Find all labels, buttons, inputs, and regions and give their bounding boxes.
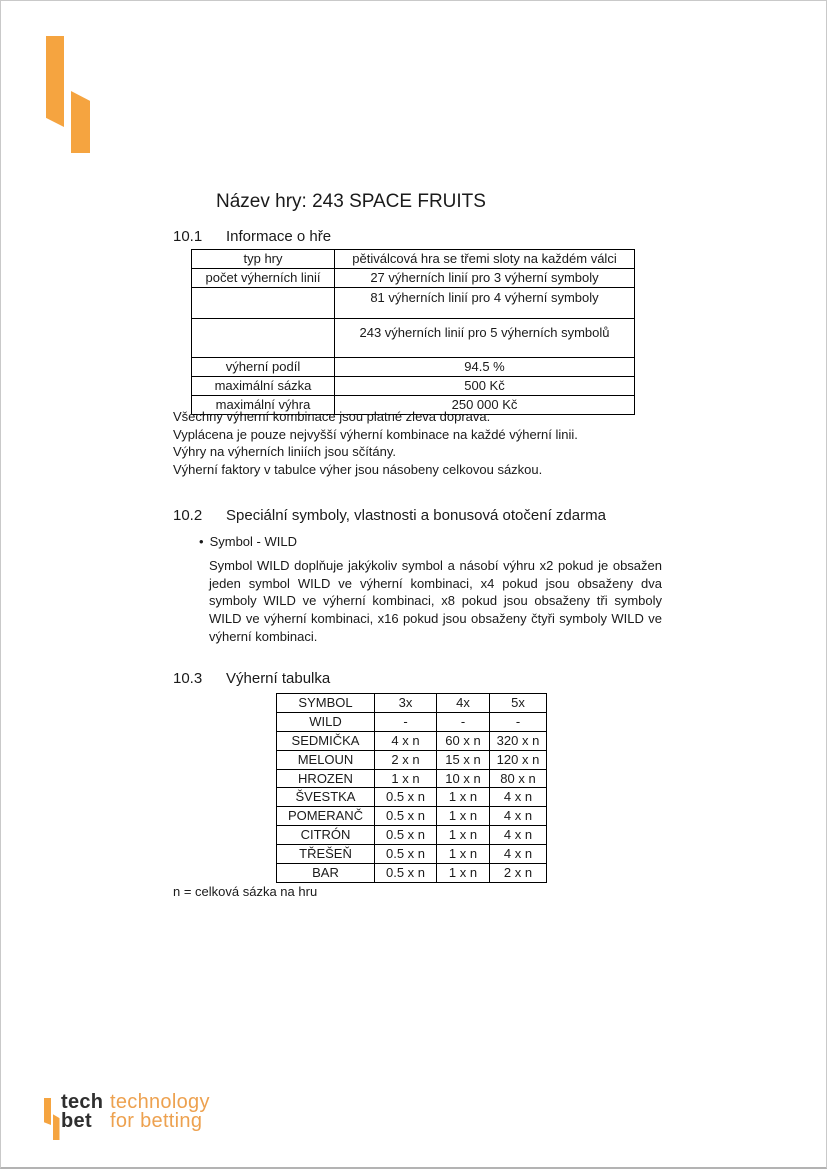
header-cell: 5x xyxy=(490,694,547,713)
info-value-cell: 81 výherních linií pro 4 výherní symboly xyxy=(335,288,635,319)
section-label: Výherní tabulka xyxy=(226,670,331,687)
techbet-footer-logo xyxy=(44,1093,210,1131)
payout-cell: 1 x n xyxy=(437,788,490,807)
info-value-cell: 94.5 % xyxy=(335,358,635,377)
table-row xyxy=(192,288,635,319)
section-heading-10-3 xyxy=(173,669,330,688)
info-value-cell: 243 výherních linií pro 5 výherních symbolů xyxy=(335,319,635,358)
paytable-footnote: n = celková sázka na hru xyxy=(173,884,318,899)
payout-cell: 0.5 x n xyxy=(375,826,437,845)
payout-cell: 4 x n xyxy=(490,845,547,864)
footer-logo-word: tech xyxy=(61,1091,104,1113)
section-number: 10.3 xyxy=(173,670,203,687)
logo-bar-icon xyxy=(71,91,90,153)
payout-cell: 80 x n xyxy=(490,769,547,788)
game-info-table xyxy=(191,249,635,415)
symbol-cell: CITRÓN xyxy=(277,826,375,845)
rule-line: Všechny výherní kombinace jsou platné zleva doprava. xyxy=(173,409,491,424)
info-label-cell: maximální sázka xyxy=(192,377,335,396)
payout-cell: 120 x n xyxy=(490,750,547,769)
info-label-cell xyxy=(192,288,335,319)
logo-bar-icon xyxy=(53,1114,60,1140)
symbol-cell: SEDMIČKA xyxy=(277,731,375,750)
section-heading-10-2 xyxy=(173,506,606,525)
header-cell: 4x xyxy=(437,694,490,713)
header-cell: SYMBOL xyxy=(277,694,375,713)
info-label-cell xyxy=(192,319,335,358)
info-label-cell: počet výherních linií xyxy=(192,269,335,288)
logo-bar-icon xyxy=(44,1098,51,1125)
table-row xyxy=(277,864,547,883)
payout-cell: 4 x n xyxy=(375,731,437,750)
table-row xyxy=(277,712,547,731)
payout-cell: 1 x n xyxy=(437,826,490,845)
payout-cell: 0.5 x n xyxy=(375,864,437,883)
paytable xyxy=(276,693,547,883)
info-label-cell: výherní podíl xyxy=(192,358,335,377)
symbol-cell: MELOUN xyxy=(277,750,375,769)
table-row xyxy=(192,319,635,358)
paytable-header-row xyxy=(277,694,547,713)
rule-line: Vyplácena je pouze nejvyšší výherní kombinace na každé výherní linii. xyxy=(173,426,578,442)
bullet-icon: • xyxy=(199,534,204,549)
section-number: 10.1 xyxy=(173,228,203,245)
symbol-cell: POMERANČ xyxy=(277,807,375,826)
rule-line: Výherní faktory v tabulce výher jsou násobeny celkovou sázkou. xyxy=(173,461,543,477)
payout-cell: 4 x n xyxy=(490,826,547,845)
rule-line: Výhry na výherních liniích jsou sčítány. xyxy=(173,444,397,460)
payout-cell: 2 x n xyxy=(375,750,437,769)
table-row xyxy=(277,750,547,769)
table-row xyxy=(192,377,635,396)
payout-cell: - xyxy=(490,712,547,731)
table-row xyxy=(192,269,635,288)
payout-cell: 15 x n xyxy=(437,750,490,769)
payout-cell: 1 x n xyxy=(437,807,490,826)
symbol-cell: TŘEŠEŇ xyxy=(277,845,375,864)
section-label: Speciální symboly, vlastnosti a bonusová otočení zdarma xyxy=(226,507,606,524)
payout-cell: 2 x n xyxy=(490,864,547,883)
rules-paragraph xyxy=(173,408,578,478)
info-value-cell: 500 Kč xyxy=(335,377,635,396)
payout-cell: 4 x n xyxy=(490,788,547,807)
symbol-cell: WILD xyxy=(277,712,375,731)
symbol-cell: ŠVESTKA xyxy=(277,788,375,807)
info-value-cell: 250 000 Kč xyxy=(335,396,635,415)
techbet-logo-mark xyxy=(46,36,91,154)
page-title: Název hry: 243 SPACE FRUITS xyxy=(216,191,486,212)
table-row xyxy=(192,250,635,269)
table-row xyxy=(277,769,547,788)
payout-cell: 60 x n xyxy=(437,731,490,750)
payout-cell: 1 x n xyxy=(437,845,490,864)
footer-logo-word: technology xyxy=(110,1091,210,1113)
info-value-cell: 27 výherních linií pro 3 výherní symboly xyxy=(335,269,635,288)
section-heading-10-1 xyxy=(173,227,331,246)
logo-bar-icon xyxy=(46,36,64,127)
section-number: 10.2 xyxy=(173,507,203,524)
payout-cell: 0.5 x n xyxy=(375,845,437,864)
bullet-label: Symbol - WILD xyxy=(209,534,297,549)
info-label-cell: maximální výhra xyxy=(192,396,335,415)
table-row xyxy=(277,826,547,845)
table-row xyxy=(192,358,635,377)
techbet-logo-mark-small xyxy=(44,1098,60,1146)
payout-cell: 1 x n xyxy=(437,864,490,883)
wild-description-paragraph: Symbol WILD doplňuje jakýkoliv symbol a násobí výhru x2 pokud je obsažen jeden symbol WILD ve výherní kombinaci, x4 pokud jsou obsaženy dva symboly WILD ve výherní kombinaci, x8 pokud jsou obsaženy tři symboly WILD ve výherní kombinaci, x16 pokud jsou obsaženy čtyři symboly WILD ve výherní kombinaci. xyxy=(209,558,662,644)
section-label: Informace o hře xyxy=(226,228,332,245)
table-row xyxy=(277,845,547,864)
payout-cell: 0.5 x n xyxy=(375,788,437,807)
payout-cell: - xyxy=(375,712,437,731)
footer-logo-word: bet xyxy=(61,1110,92,1132)
table-row xyxy=(277,788,547,807)
header-cell: 3x xyxy=(375,694,437,713)
info-value-cell: pětiválcová hra se třemi sloty na každém válci xyxy=(335,250,635,269)
footer-logo-word: for betting xyxy=(110,1110,203,1132)
payout-cell: 10 x n xyxy=(437,769,490,788)
payout-cell: - xyxy=(437,712,490,731)
wild-bullet-item xyxy=(199,533,297,550)
table-row xyxy=(277,731,547,750)
payout-cell: 4 x n xyxy=(490,807,547,826)
table-row xyxy=(277,807,547,826)
symbol-cell: HROZEN xyxy=(277,769,375,788)
symbol-cell: BAR xyxy=(277,864,375,883)
footer-logo-text xyxy=(61,1093,210,1131)
payout-cell: 0.5 x n xyxy=(375,807,437,826)
info-label-cell: typ hry xyxy=(192,250,335,269)
payout-cell: 1 x n xyxy=(375,769,437,788)
payout-cell: 320 x n xyxy=(490,731,547,750)
